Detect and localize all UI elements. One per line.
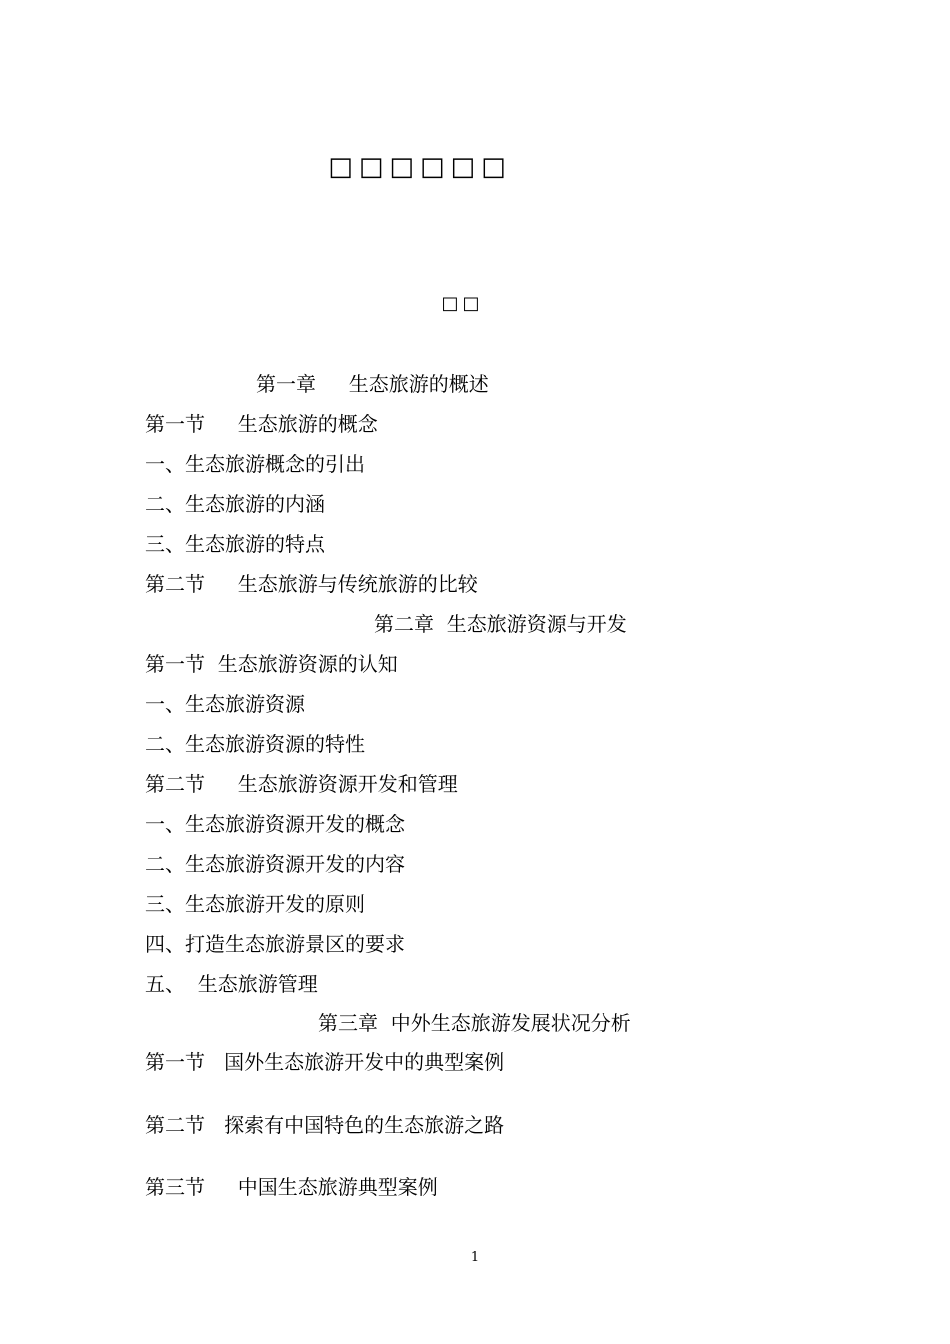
toc-item: 二、生态旅游的内涵 [145,492,325,516]
toc-section: 第三节 中国生态旅游典型案例 [145,1175,438,1199]
toc-section: 第一节 国外生态旅游开发中的典型案例 [145,1050,505,1074]
toc-item: 二、生态旅游资源的特性 [145,732,365,756]
toc-section: 第一节 生态旅游的概念 [145,412,378,436]
toc-section: 第二节 生态旅游与传统旅游的比较 [145,572,478,596]
toc-item: 二、生态旅游资源开发的内容 [145,852,405,876]
toc-item: 一、生态旅游资源开发的概念 [145,812,405,836]
toc-item: 一、生态旅游概念的引出 [145,452,365,476]
toc-chapter-2: 第二章 生态旅游资源与开发 [374,612,627,636]
toc-chapter-1: 第一章 生态旅游的概述 [256,372,489,396]
toc-heading: □□ [441,293,484,314]
toc-section: 第二节 生态旅游资源开发和管理 [145,772,458,796]
toc-section: 第一节 生态旅游资源的认知 [145,652,398,676]
toc-item: 五、 生态旅游管理 [145,972,318,996]
toc-chapter-3: 第三章 中外生态旅游发展状况分析 [318,1011,631,1035]
document-title: □□□□□□ [328,152,512,182]
toc-item: 四、打造生态旅游景区的要求 [145,932,405,956]
toc-item: 一、生态旅游资源 [145,692,305,716]
toc-item: 三、生态旅游开发的原则 [145,892,365,916]
page-number: 1 [470,1250,480,1265]
toc-item: 三、生态旅游的特点 [145,532,325,556]
toc-section: 第二节 探索有中国特色的生态旅游之路 [145,1113,505,1137]
